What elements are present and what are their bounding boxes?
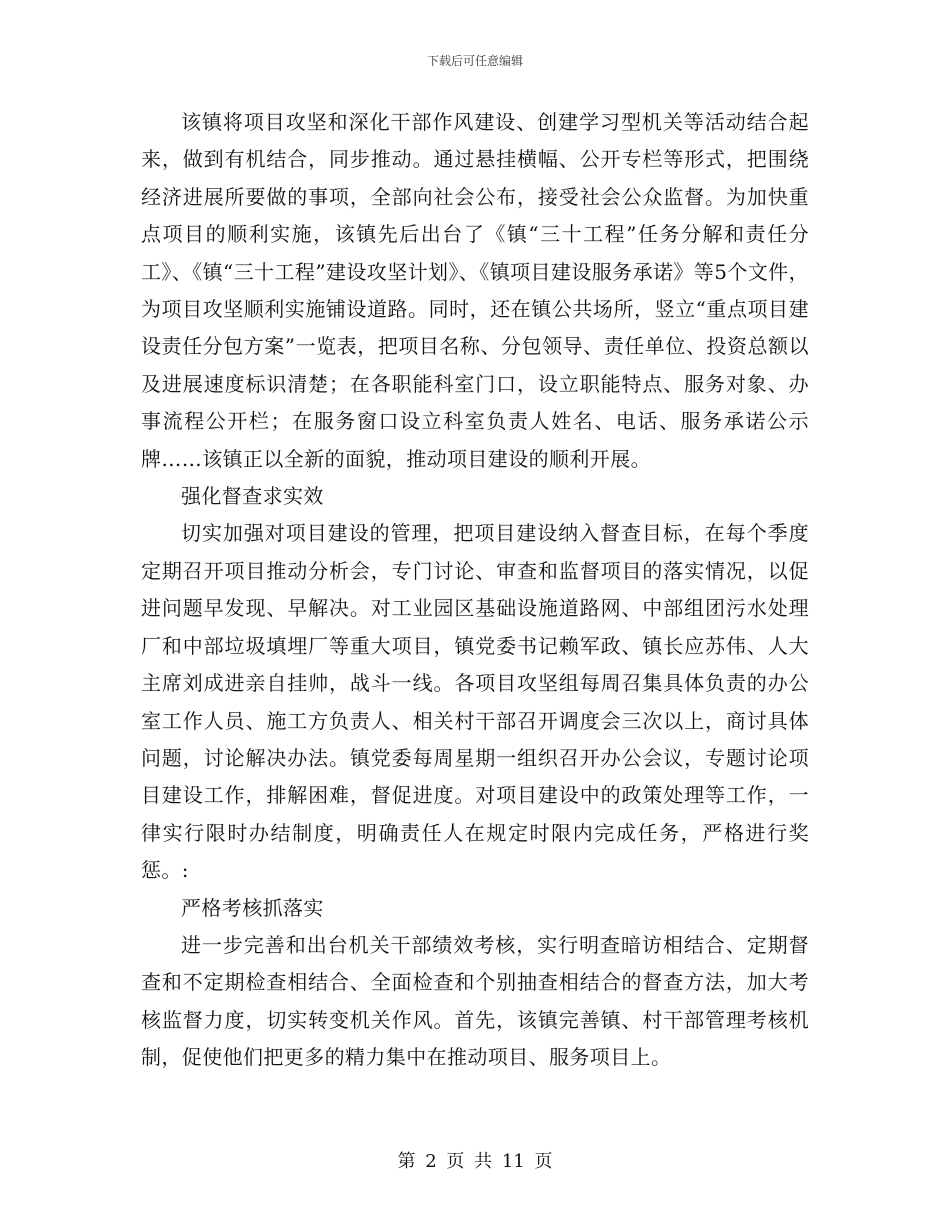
paragraph-project-publicity: 该镇将项目攻坚和深化干部作风建设、创建学习型机关等活动结合起来，做到有机结合，同步推动。通过悬挂横幅、公开专栏等形式，把围绕经济进展所要做的事项，全部向社会公布，接受社会公众监督。为加快重点项目的顺利实施，该镇先后出台了《镇“三十工程”任务分解和责任分工》、《镇“三十工程”建设攻坚计划》、《镇项目建设服务承诺》等5个文件，为项目攻坚顺利实施铺设道路。同时，还在镇公共场所，竖立“重点项目建设责任分包方案”一览表，把项目名称、分包领导、责任单位、投资总额以及进展速度标识清楚；在各职能科室门口，设立职能特点、服务对象、办事流程公开栏；在服务窗口设立科室负责人姓名、电话、服务承诺公示牌……该镇正以全新的面貌，推动项目建设的顺利开展。 [141, 110, 809, 471]
document-body [141, 104, 809, 1077]
page-number-footer: 第 2 页 共 11 页 [397, 1151, 553, 1172]
section-heading-assessment: 严格考核抓落实 [181, 895, 324, 920]
page-header-note: 下载后可任意编辑 [426, 54, 523, 68]
paragraph-supervision: 切实加强对项目建设的管理，把项目建设纳入督查目标，在每个季度定期召开项目推动分析会，专门讨论、审查和监督项目的落实情况，以促进问题早发现、早解决。对工业园区基础设施道路网、中部组团污水处理厂和中部垃圾填埋厂等重大项目，镇党委书记赖军政、镇长应苏伟、人大主席刘成进亲自挂帅，战斗一线。各项目攻坚组每周召集具体负责的办公室工作人员、施工方负责人、相关村干部召开调度会三次以上，商讨具体问题，讨论解决办法。镇党委每周星期一组织召开办公会议，专题讨论项目建设工作，排解困难，督促进度。对项目建设中的政策处理等工作，一律实行限时办结制度，明确责任人在规定时限内完成任务，严格进行奖惩。: [141, 521, 809, 883]
section-heading-supervision: 强化督查求实效 [181, 484, 324, 509]
paragraph-assessment: 进一步完善和出台机关干部绩效考核，实行明查暗访相结合、定期督查和不定期检查相结合、全面检查和个别抽查相结合的督查方法，加大考核监督力度，切实转变机关作风。首先，该镇完善镇、村干部管理考核机制，促使他们把更多的精力集中在推动项目、服务项目上。 [141, 932, 809, 1070]
